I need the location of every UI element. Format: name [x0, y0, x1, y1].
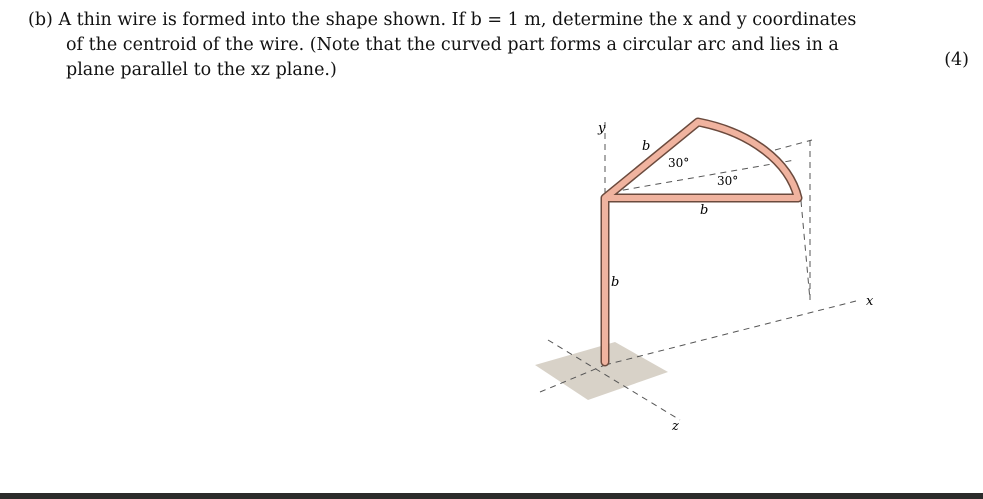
projection-line-top [775, 140, 812, 150]
label-axis-z: z [672, 419, 679, 434]
question-line-3: plane parallel to the xz plane.) [66, 60, 337, 80]
label-axis-y: y [598, 121, 606, 136]
question-line-1 [28, 8, 888, 33]
label-b-vertical: b [611, 275, 620, 290]
question-line-1-text: A thin wire is formed into the shape shown. If b = 1 m, determine the x and y coordinates [58, 10, 857, 30]
bottom-divider [0, 493, 983, 499]
wire-outline [605, 122, 798, 362]
label-angle-2: 30° [717, 174, 739, 188]
question-label: (b) [28, 10, 53, 30]
label-b-mid: b [700, 203, 709, 218]
question-text [28, 8, 888, 83]
label-angle-1: 30° [668, 156, 690, 170]
question-line-2: of the centroid of the wire. (Note that the curved part forms a circular arc and lies in a [66, 35, 839, 55]
question-marks: (4) [944, 50, 969, 70]
projection-line-vertical [800, 190, 810, 300]
label-axis-x: x [866, 294, 874, 309]
wire-figure [520, 110, 900, 444]
wire-diagram [520, 110, 900, 440]
x-axis [605, 300, 860, 365]
label-b-top: b [642, 139, 651, 154]
